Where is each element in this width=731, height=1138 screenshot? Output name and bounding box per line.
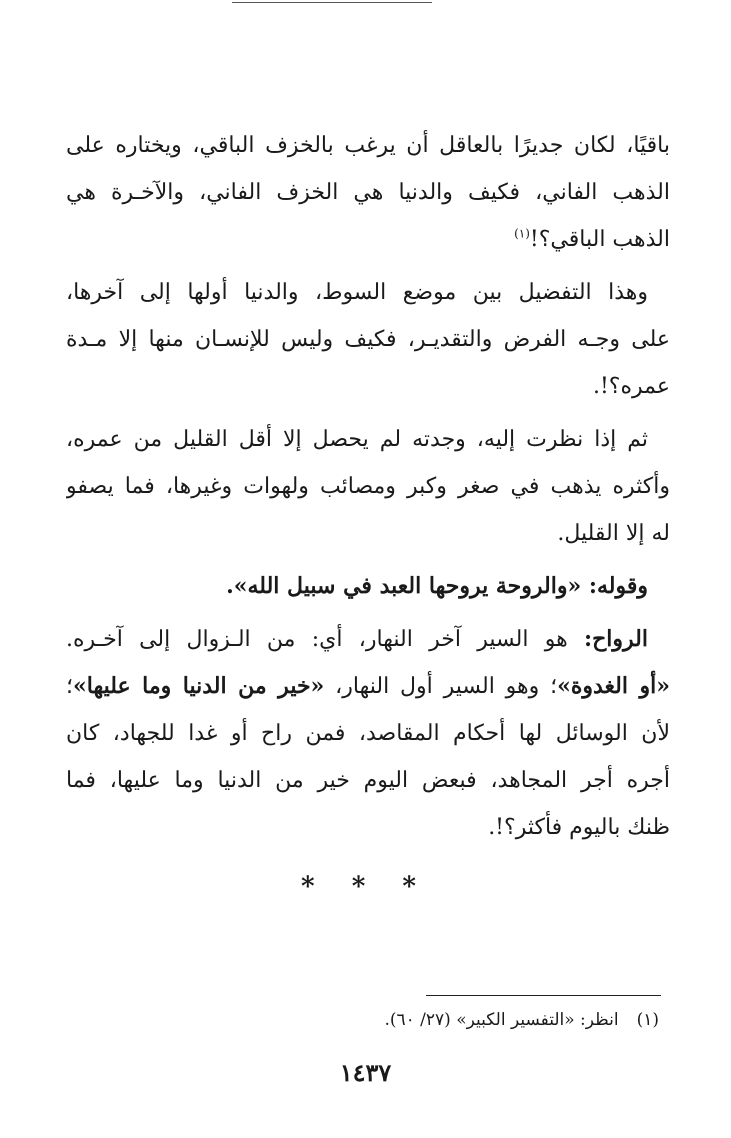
paragraph-5-line-2-rest: ؛ وهو السير أول النهار، <box>324 674 558 699</box>
paragraph-2-line-3: عمره؟!. <box>592 374 670 399</box>
hadith-quote: «خير من الدنيا وما عليها» <box>73 673 325 699</box>
paragraph-2-line-2: على وجـه الفرض والتقديـر، فكيف وليس للإنسـان منها إلا مـدة <box>66 327 670 352</box>
paragraph-5-line-2-end: ؛ <box>66 674 73 699</box>
paragraph-5-line-4: أجره أجر المجاهد، فبعض اليوم خير من الدنيا وما عليها، فما <box>66 768 670 793</box>
paragraph-1-line-2: الذهب الفاني، فكيف والدنيا هي الخزف الفاني، والآخـرة هي <box>66 180 670 205</box>
page-body <box>66 122 670 851</box>
footnote-number: (١) <box>636 1010 659 1030</box>
paragraph-5-line-3: لأن الوسائل لها أحكام المقاصد، فمن راح أو غدا للجهاد، كان <box>66 721 670 746</box>
paragraph-2-line-1: وهذا التفضيل بين موضع السوط، والدنيا أولها إلى آخرها، <box>66 280 648 305</box>
top-rule <box>232 2 432 3</box>
paragraph-3-line-3: له إلا القليل. <box>557 521 670 546</box>
paragraph-5-line-5: ظنك باليوم فأكثر؟!. <box>488 815 670 840</box>
section-separator: * * * <box>301 872 430 902</box>
paragraph-5-line-1 <box>66 616 670 663</box>
paragraph-1-line-1: باقيًا، لكان جديرًا بالعاقل أن يرغب بالخزف الباقي، ويختاره على <box>66 133 670 158</box>
paragraph-4-line-1: وقوله: «والروحة يروحها العبد في سبيل الله». <box>226 573 648 599</box>
paragraph-3-line-1: ثم إذا نظرت إليه، وجدته لم يحصل إلا أقل القليل من عمره، <box>66 427 648 452</box>
paragraph-5-line-2 <box>66 663 670 710</box>
term-rawah: الرواح: <box>583 626 648 652</box>
footnote <box>384 1010 659 1030</box>
footnote-marker[interactable]: (١) <box>514 226 530 241</box>
paragraph-5-line-1-rest: هو السير آخر النهار، أي: من الـزوال إلى آخـره. <box>66 627 584 652</box>
paragraph-3-line-2: وأكثره يذهب في صغر وكبر ومصائب ولهوات وغيرها، فما يصفو <box>66 474 670 499</box>
term-ghadwa: «أو الغدوة» <box>557 673 670 699</box>
paragraph-1-line-3-text: الذهب الباقي؟! <box>529 227 670 252</box>
page-number: ١٤٣٧ <box>339 1058 392 1087</box>
footnote-rule <box>426 995 661 996</box>
paragraph-1-line-3 <box>66 216 670 263</box>
footnote-text: انظر: «التفسير الكبير» (٢٧/ ٦٠). <box>384 1010 619 1030</box>
